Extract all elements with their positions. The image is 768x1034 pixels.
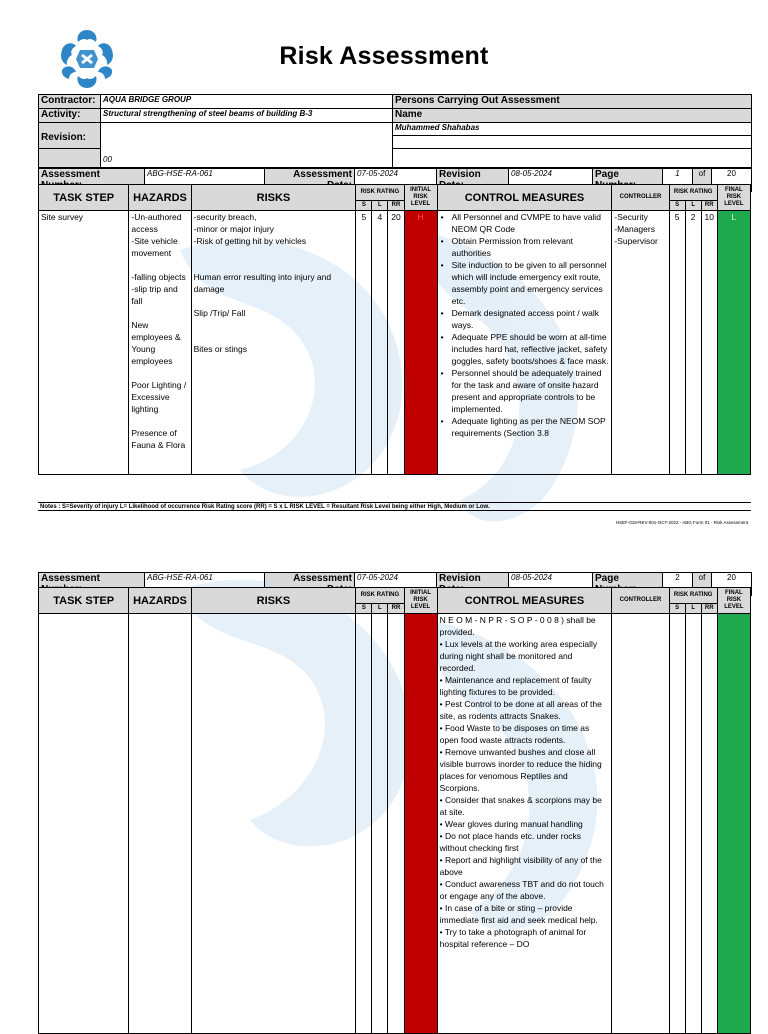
hazards-cell	[129, 211, 191, 475]
control-measure-item: • Obtain Permission from relevant authorities	[450, 235, 610, 259]
assessment-date-value: 07-05-2024	[355, 573, 437, 596]
page-number-value: 1	[663, 169, 693, 192]
persons-label: Persons Carrying Out Assessment	[393, 95, 752, 109]
hazard-line: -Site vehicle movement	[131, 236, 178, 258]
final-risk-level-text: L	[731, 212, 737, 222]
col-control-measures: CONTROL MEASURES	[437, 588, 612, 614]
final-risk-level-cell	[717, 614, 750, 1034]
initial-risk-level-cell	[404, 614, 437, 1034]
risk-line: -minor or major injury	[193, 224, 274, 234]
assessment-number-label: Assessment	[39, 169, 145, 192]
assessment-number-value: ABG-HSE-RA-061	[145, 169, 265, 192]
final-risk-rating-cell	[701, 614, 717, 1034]
control-measure-item: • Remove unwanted bushes and close all visible burrows inorder to reduce the hiding places for venomous Reptiles and Scorpions.	[439, 747, 602, 793]
risks-cell	[191, 614, 356, 1034]
risk-table-page1	[38, 184, 751, 475]
col-s: S	[356, 604, 372, 614]
initial-risk-level-cell	[404, 211, 437, 475]
likelihood-cell: 4	[372, 211, 388, 475]
total-pages-value: 20	[712, 573, 752, 596]
col-risks: RISKS	[191, 588, 356, 614]
risk-line	[194, 319, 354, 331]
risk-line	[194, 247, 354, 259]
activity-value: Structural strengthening of steel beams of building B-3	[101, 109, 393, 123]
final-severity-cell: 5	[669, 211, 685, 475]
final-risk-rating-cell: 10	[701, 211, 717, 475]
hazards-cell	[129, 614, 191, 1034]
header-info-block	[38, 94, 751, 168]
control-measure-item: • Do not place hands etc. under rocks without checking first	[439, 831, 582, 853]
assessment-number-value: ABG-HSE-RA-061	[145, 573, 265, 596]
of-label: of	[693, 169, 712, 192]
control-measure-item: • Consider that snakes & scorpions may be at site.	[439, 795, 602, 817]
control-measure-item: • Lux levels at the working area especially during night shall be monitored and recorded.	[439, 639, 598, 673]
control-measure-item: • Site induction to be given to all personnel which will include emergency exit route, assembly point and emergency services etc.	[450, 259, 610, 307]
revision-label: Revision:	[41, 131, 87, 143]
hazard-line: Poor Lighting / Excessive lighting	[131, 380, 187, 414]
final-likelihood-cell: 2	[685, 211, 701, 475]
controller-cell	[612, 211, 669, 475]
initial-risk-level-text: H	[417, 212, 424, 222]
col-hazards: HAZARDS	[129, 185, 191, 211]
table-row	[39, 614, 751, 1034]
col-rr: RR	[388, 201, 404, 211]
col-final-l: L	[685, 201, 701, 211]
risk-line	[194, 295, 354, 307]
page-number-label: Page	[593, 169, 663, 192]
risk-line: Human error resulting into injury and damage	[193, 272, 332, 294]
risks-cell	[191, 211, 356, 475]
of-label: of	[693, 573, 712, 596]
control-measure-item: • Report and highlight visibility of any of the above	[439, 855, 602, 877]
footer-form-code: HSEF-018-REV-001-OCT-2022 - ABG Form 01 - Risk Assessment	[615, 520, 748, 525]
severity-cell	[356, 614, 372, 1034]
control-measure-item: • Pest Control to be done at all areas of the site, as rodents attracts Snakes.	[439, 699, 602, 721]
controller-cell	[612, 614, 669, 1034]
risk-table-page2	[38, 587, 751, 1034]
hazard-line	[131, 259, 188, 271]
control-measure-item: • Adequate PPE should be worn at all-time includes hard hat, reflective jacket, safety goggles, safety boots/shoes & face mask.	[450, 331, 610, 367]
control-measure-item: • Maintenance and replacement of faulty lighting fixtures to be provided.	[439, 675, 592, 697]
col-l: L	[372, 604, 388, 614]
control-measures-cell	[437, 614, 612, 1034]
control-measures-cell	[437, 211, 612, 475]
control-measure-item: N E O M - N P R - S O P - 0 0 8 ) shall be provided.	[439, 615, 596, 637]
assessment-date-label: Assessment	[265, 573, 355, 596]
page-number-label: Page	[593, 573, 663, 596]
col-final-s: S	[669, 201, 685, 211]
col-final-risk-level: FINAL RISK LEVEL	[717, 185, 750, 211]
col-s: S	[356, 201, 372, 211]
final-severity-cell	[669, 614, 685, 1034]
col-final-s: S	[669, 604, 685, 614]
revision-date-value: 08-05-2024	[509, 169, 593, 192]
revision-value: 00	[103, 155, 112, 164]
col-final-rr: RR	[701, 201, 717, 211]
notes-bar: Notes : S=Severity of injury L= Likelihood of occurrence Risk Rating score (RR) = S x L RISK LEVEL = Resultant Risk Level being either High, Medium or Low.	[38, 502, 751, 511]
final-risk-level-cell	[717, 211, 750, 475]
risk-line: -Risk of getting hit by vehicles	[193, 236, 307, 246]
col-final-l: L	[685, 604, 701, 614]
controller-item: -Managers	[614, 224, 655, 234]
assessment-number-label: Assessment	[39, 573, 145, 596]
assessment-date-label: Assessment	[265, 169, 355, 192]
col-controller: CONTROLLER	[612, 588, 669, 614]
control-measure-item: • Conduct awareness TBT and do not touch or engage any of the above.	[439, 879, 604, 901]
col-final-risk-rating: RISK RATING	[669, 588, 717, 604]
control-measure-item: • Food Waste to be disposes on time as open food waste attracts rodents.	[439, 723, 590, 745]
col-risks: RISKS	[191, 185, 356, 211]
task-step-cell	[39, 614, 129, 1034]
hazard-line: -falling objects	[131, 272, 186, 282]
revision-date-value: 08-05-2024	[509, 573, 593, 596]
col-final-risk-rating: RISK RATING	[669, 185, 717, 201]
control-measure-item: • Demark designated access point / walk ways.	[450, 307, 610, 331]
total-pages-value: 20	[712, 169, 752, 192]
likelihood-cell	[372, 614, 388, 1034]
page-title: Risk Assessment	[279, 42, 489, 70]
risk-line	[194, 259, 354, 271]
final-likelihood-cell	[685, 614, 701, 1034]
risk-line: Bites or stings	[193, 344, 248, 354]
control-measure-item: • Try to take a photograph of animal for hospital reference – DO	[439, 927, 587, 949]
hazard-line: -slip trip and fall	[131, 284, 178, 306]
col-controller: CONTROLLER	[612, 185, 669, 211]
assessor-name: Muhammed Shahabas	[393, 123, 752, 136]
col-risk-rating: RISK RATING	[356, 185, 404, 201]
contractor-value: AQUA BRIDGE GROUP	[101, 95, 393, 109]
hazard-line	[131, 367, 188, 379]
risk-rating-cell: 20	[388, 211, 404, 475]
col-control-measures: CONTROL MEASURES	[437, 185, 612, 211]
col-rr: RR	[388, 604, 404, 614]
contractor-label: Contractor:	[39, 95, 101, 109]
control-measure-item: • In case of a bite or sting – provide immediate first aid and seek medical help.	[439, 903, 598, 925]
revision-date-label: Revision	[437, 573, 509, 596]
revision-date-label: Revision	[437, 169, 509, 192]
col-task-step: TASK STEP	[39, 588, 129, 614]
risk-line	[194, 331, 354, 343]
risk-line: Slip /Trip/ Fall	[193, 308, 246, 318]
activity-label: Activity:	[39, 109, 101, 123]
hazard-line: Presence of Fauna & Flora	[131, 428, 186, 450]
page-number-value: 2	[663, 573, 693, 596]
controller-item: -Security	[614, 212, 648, 222]
risk-line: -security breach,	[193, 212, 257, 222]
col-risk-rating: RISK RATING	[356, 588, 404, 604]
control-measure-item: • Adequate lighting as per the NEOM SOP requirements (Section 3.8	[450, 415, 610, 439]
hazard-line	[131, 307, 188, 319]
control-measure-item: • Wear gloves during manual handling	[439, 819, 583, 829]
col-initial-risk-level: INITIAL RISK LEVEL	[404, 588, 437, 614]
task-step-cell: Site survey	[39, 211, 129, 475]
hazard-line: New employees & Young employees	[131, 320, 181, 366]
col-task-step: TASK STEP	[39, 185, 129, 211]
col-l: L	[372, 201, 388, 211]
controller-item: -Supervisor	[614, 236, 658, 246]
name-label: Name	[393, 109, 752, 123]
hazard-line	[131, 415, 188, 427]
control-measure-item: • All Personnel and CVMPE to have valid NEOM QR Code	[450, 211, 610, 235]
col-final-rr: RR	[701, 604, 717, 614]
risk-rating-cell	[388, 614, 404, 1034]
severity-cell: 5	[356, 211, 372, 475]
col-final-risk-level: FINAL RISK LEVEL	[717, 588, 750, 614]
control-measure-item: • Personnel should be adequately trained for the task and aware of onsite hazard present and appropriate controls to be implemented.	[450, 367, 610, 415]
table-row	[39, 211, 751, 475]
col-hazards: HAZARDS	[129, 588, 191, 614]
col-initial-risk-level: INITIAL RISK LEVEL	[404, 185, 437, 211]
hazard-line: -Un-authored access	[131, 212, 182, 234]
assessment-date-value: 07-05-2024	[355, 169, 437, 192]
